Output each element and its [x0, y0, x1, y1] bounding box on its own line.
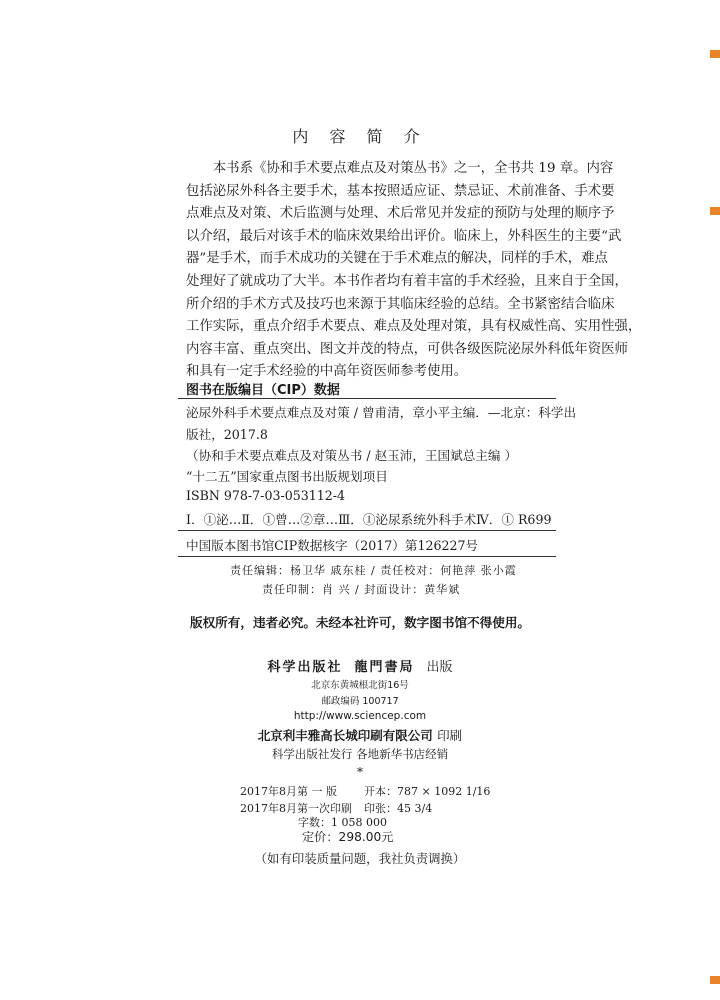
publisher-postcode: 邮政编码 100717: [321, 696, 399, 707]
summary-line: 内容丰富、重点突出、图文并茂的特点，可供各级医院泌尿外科低年资医师: [186, 341, 628, 357]
cip-class-item: Ⅲ．①泌尿系统外科手术: [338, 512, 477, 527]
publisher-address: 北京东黄城根北街16号: [311, 680, 409, 691]
summary-line: 器”是手术，而手术成功的关键在于手术难点的解决，同样的手术，难点: [186, 251, 608, 267]
staff-editors: 责任编辑：杨卫华 戚东桂 / 责任校对：何艳萍 张小霞: [230, 564, 517, 577]
cip-line: （协和手术要点难点及对策丛书 / 赵玉沛，王国斌总主编 ）: [186, 448, 518, 463]
cip-top-rule: [178, 398, 556, 399]
quality-notice: （如有印装质量问题，我社负责调换）: [254, 851, 466, 866]
cip-bottom-rule: [178, 556, 556, 557]
cip-line: 版社，2017.8: [186, 427, 268, 442]
staff-print-design: 责任印制：肖 兴 / 封面设计：黄华斌: [262, 583, 461, 596]
edge-marker-top: [710, 50, 720, 58]
cip-line: 泌尿外科手术要点难点及对策 / 曾甫清，章小平主编．—北京：科学出: [186, 405, 577, 420]
publisher-url: http://www.sciencep.com: [293, 710, 427, 722]
printer-suffix: 印刷: [437, 728, 463, 743]
cip-class-item: Ⅳ．① R699: [476, 512, 552, 527]
cip-title: 图书在版编目（CIP）数据: [186, 383, 340, 398]
copyright-notice: 版权所有，违者必究。未经本社许可，数字图书馆不得使用。: [189, 615, 531, 630]
price: 定价：298.00元: [302, 830, 394, 844]
summary-line: 本书系《协和手术要点难点及对策丛书》之一，全书共 19 章。内容: [212, 161, 614, 176]
cip-mid-rule: [178, 530, 556, 531]
edge-marker-bottom: [710, 976, 720, 984]
summary-line: 所介绍的手术方式及技巧也来源于其临床经验的总结。全书紧密结合临床: [186, 296, 615, 312]
summary-line: 点难点及对策、术后监测与处理、术后常见并发症的预防与处理的顺序予: [186, 206, 615, 222]
cip-class-item: Ⅱ．①曾…②章…: [241, 512, 339, 527]
publisher-suffix: 出版: [426, 660, 453, 675]
summary-text: [186, 158, 642, 384]
summary-title: 内 容 简 介: [292, 127, 428, 146]
sheets-info: 印张：45 3/4: [364, 802, 433, 815]
cip-class-item: Ⅰ．①泌…: [186, 512, 242, 527]
summary-line: 工作实际，重点介绍手术要点、难点及处理对策，具有权威性高、实用性强，: [186, 319, 642, 335]
summary-line: 和具有一定手术经验的中高年资医师参考使用。: [186, 364, 468, 380]
publisher-logo-science: 科学出版社: [267, 660, 343, 675]
isbn: ISBN 978-7-03-053112-4: [186, 488, 346, 503]
summary-line: 以介绍，最后对该手术的临床效果给出评价。临床上，外科医生的主要“武: [186, 228, 622, 244]
cip-classification: [186, 509, 552, 528]
cip-line: “十二五”国家重点图书出版规划项目: [186, 469, 388, 484]
word-count: 字数：1 058 000: [298, 816, 387, 829]
publisher-logo-longmen: 龍門書局: [354, 660, 415, 675]
format-info: 开本：787 × 1092 1/16: [364, 785, 491, 798]
separator-star: *: [357, 765, 363, 779]
edition-info: 2017年8月第 一 版: [240, 785, 337, 798]
edge-marker-upper: [710, 207, 720, 215]
distribution-line: 科学出版社发行 各地新华书店经销: [271, 747, 449, 761]
publisher-line: [0, 656, 720, 675]
summary-line: 包括泌尿外科各主要手术，基本按照适应证、禁忌证、术前准备、手术要: [186, 183, 615, 199]
printer-name: 北京利丰雅高长城印刷有限公司: [257, 728, 433, 743]
printing-info: 2017年8月第一次印刷: [240, 802, 352, 815]
cip-data-number: 中国版本图书馆CIP数据核字（2017）第126227号: [186, 538, 479, 553]
summary-line: 处理好了就成功了大半。本书作者均有着丰富的手术经验，且来自于全国，: [186, 273, 628, 289]
printer-line: [0, 726, 720, 744]
